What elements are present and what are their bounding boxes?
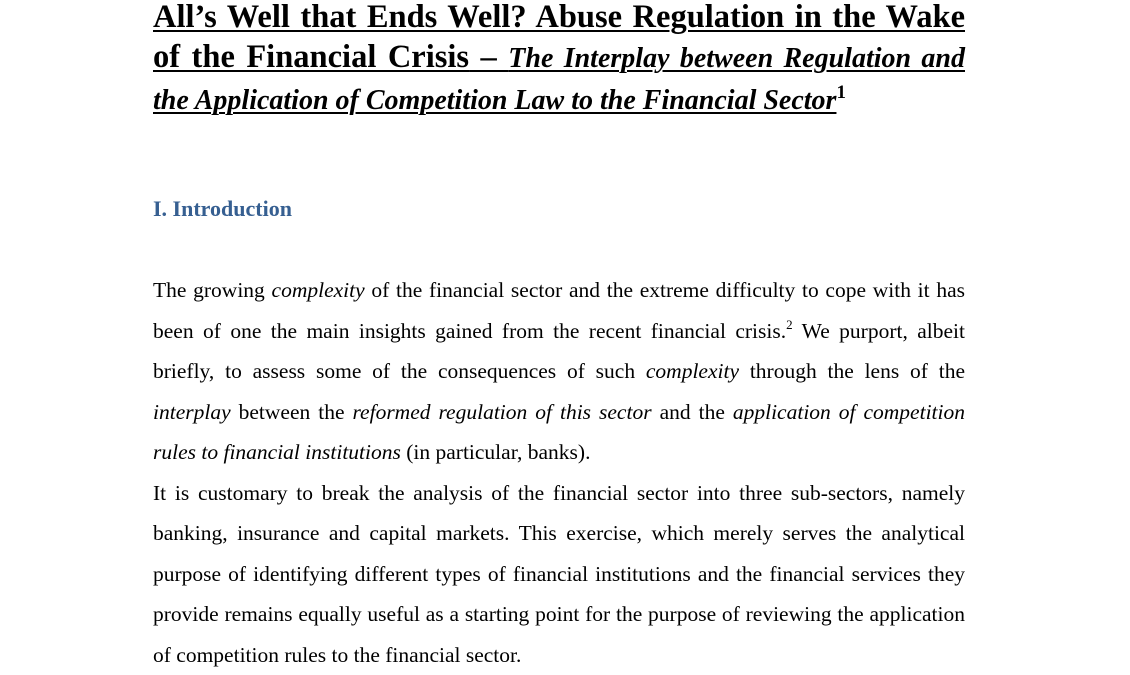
paragraph-2: It is customary to break the analysis of the financial sector into three sub-sectors, namely banking, insurance and capital markets. This exercise, which merely serves the analytical purpose of identifying different types of financial institutions and the financial services they provide remains equally useful as a starting point for the purpose of reviewing the application of competition rules to the financial sector. — [153, 473, 965, 675]
p1-emphasis: complexity — [646, 359, 739, 383]
title-dash: – — [469, 39, 508, 75]
section-heading: I. Introduction — [153, 194, 292, 224]
paragraph-1 — [153, 270, 965, 473]
p1-emphasis: application of competition rules to financial institutions — [153, 400, 965, 465]
title-main: All’s Well that Ends Well? Abuse Regulation in the Wake of the Financial Crisis — [153, 0, 965, 75]
p1-emphasis: reformed regulation of this sector — [352, 400, 651, 424]
p1-text: (in particular, banks). — [401, 440, 591, 464]
footnote-ref-2[interactable]: 2 — [786, 317, 793, 332]
p1-emphasis: interplay — [153, 400, 231, 424]
body-text — [153, 270, 965, 675]
document-title — [153, 0, 965, 121]
p1-text: through the lens of the — [739, 359, 965, 383]
title-subtitle: The Interplay between Regulation and the Application of Competition Law to the Financial Sector — [153, 43, 965, 116]
p1-text: and the — [652, 400, 733, 424]
p1-text: The growing — [153, 278, 272, 302]
p1-text: of the financial sector and the extreme difficulty to cope with it has been of one the main insights gained from the recent financial crisis. — [153, 278, 965, 343]
p1-text: We purport, albeit briefly, to assess some of the consequences of such — [153, 319, 965, 384]
p1-text: between the — [231, 400, 353, 424]
title-footnote-ref[interactable]: 1 — [836, 82, 846, 103]
p1-emphasis: complexity — [272, 278, 365, 302]
